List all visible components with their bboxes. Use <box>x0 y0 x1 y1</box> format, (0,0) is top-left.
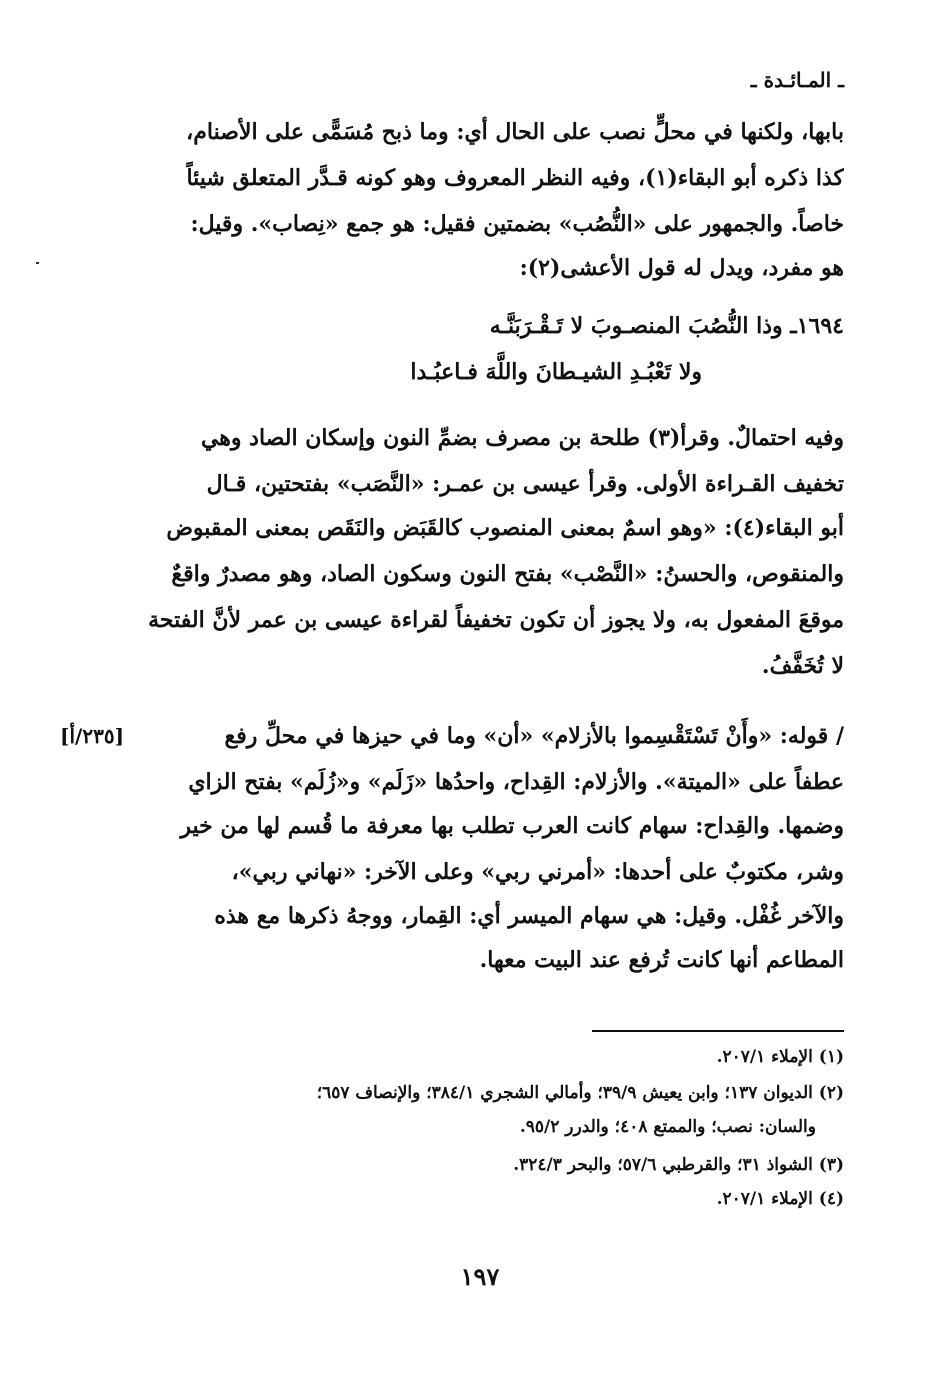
footnote-continuation: والسان: نصب؛ والممتع ٤٠٨؛ والدرر ٩٥/٢. <box>519 1117 816 1137</box>
verse-line-1: ١٦٩٤ـ وذا النُّصُبَ المنصـوبَ لا تَـقْـرَبَنَّـه <box>489 313 844 339</box>
page-number: ١٩٧ <box>460 1262 500 1291</box>
verse-line-2: ولا تَعْبُـدِ الشيـطانَ واللَّهَ فـاعبُـدا <box>410 359 702 385</box>
footnote: (٣) الشواذ ٣١؛ والقرطبي ٥٧/٦؛ والبحر ٣٢٤/٣. <box>513 1155 844 1175</box>
footnote: (١) الإملاء ٢٠٧/١. <box>716 1047 844 1067</box>
text-line: هو مفرد، ويدل له قول الأعشى(٢): <box>519 255 844 281</box>
text-line: / قوله: «وأَنْ تَسْتَقْسِموا بالأزلام» «أن» وما في حيزها في محلِّ رفع <box>224 723 844 749</box>
text-line: لا تُخَفَّفُ. <box>761 653 844 679</box>
text-line: خاصاً. والجمهور على «النُّصُب» بضمتين فقيل: هو جمع «نِصاب». وقيل: <box>190 211 844 237</box>
footnote-separator <box>592 1030 844 1032</box>
text-line: كذا ذكره أبو البقاء(١)، وفيه النظر المعروف وهو كونه قـدَّر المتعلق شيئاً <box>186 165 844 191</box>
text-line: والمنقوص، والحسنُ: «النَّصْب» بفتح النون وسكون الصاد، وهو مصدرٌ واقعٌ <box>171 561 844 587</box>
text-line: عطفاً على «الميتة». والأزلام: القِداح، واحدُها «زَلَم» و«زُلَم» بفتح الزاي <box>188 769 844 795</box>
stray-mark <box>36 262 39 264</box>
running-header: ـ المـائـدة ـ <box>750 68 844 92</box>
text-line: وفيه احتمالٌ. وقرأ(٣) طلحة بن مصرف بضمِّ النون وإسكان الصاد وهي <box>200 425 844 451</box>
text-line: وشر، مكتوبٌ على أحدها: «أمرني ربي» وعلى الآخر: «نهاني ربي»، <box>231 859 844 885</box>
manuscript-folio-reference: [٢٣٥/أ] <box>60 724 125 748</box>
text-line: وضمها. والقِداح: سهام كانت العرب تطلب بها معرفة ما قُسم لها من خير <box>180 813 844 839</box>
text-line: بابها، ولكنها في محلٍّ نصب على الحال أي: وما ذبح مُسَمًّى على الأصنام، <box>186 119 844 145</box>
text-line: موقعَ المفعول به، ولا يجوز أن تكون تخفيفاً لقراءة عيسى بن عمر لأنَّ الفتحة <box>148 607 844 633</box>
text-line: والآخر غُفْل. وقيل: هي سهام الميسر أي: القِمار، ووجهُ ذكرها مع هذه <box>214 903 844 929</box>
text-line: أبو البقاء(٤): «وهو اسمٌ بمعنى المنصوب كالقَبَض والنَقَص بمعنى المقبوض <box>166 515 844 541</box>
footnote: (٢) الديوان ١٣٧؛ وابن يعيش ٣٩/٩؛ وأمالي الشجري ٣٨٤/١؛ والإنصاف ٦٥٧؛ <box>316 1083 844 1103</box>
footnote: (٤) الإملاء ٢٠٧/١. <box>716 1189 844 1209</box>
text-line: تخفيف القـراءة الأولى. وقرأ عيسى بن عمـر: «النَّصَب» بفتحتين، قـال <box>206 471 844 497</box>
text-line: المطاعم أنها كانت تُرفع عند البيت معها. <box>479 947 844 973</box>
